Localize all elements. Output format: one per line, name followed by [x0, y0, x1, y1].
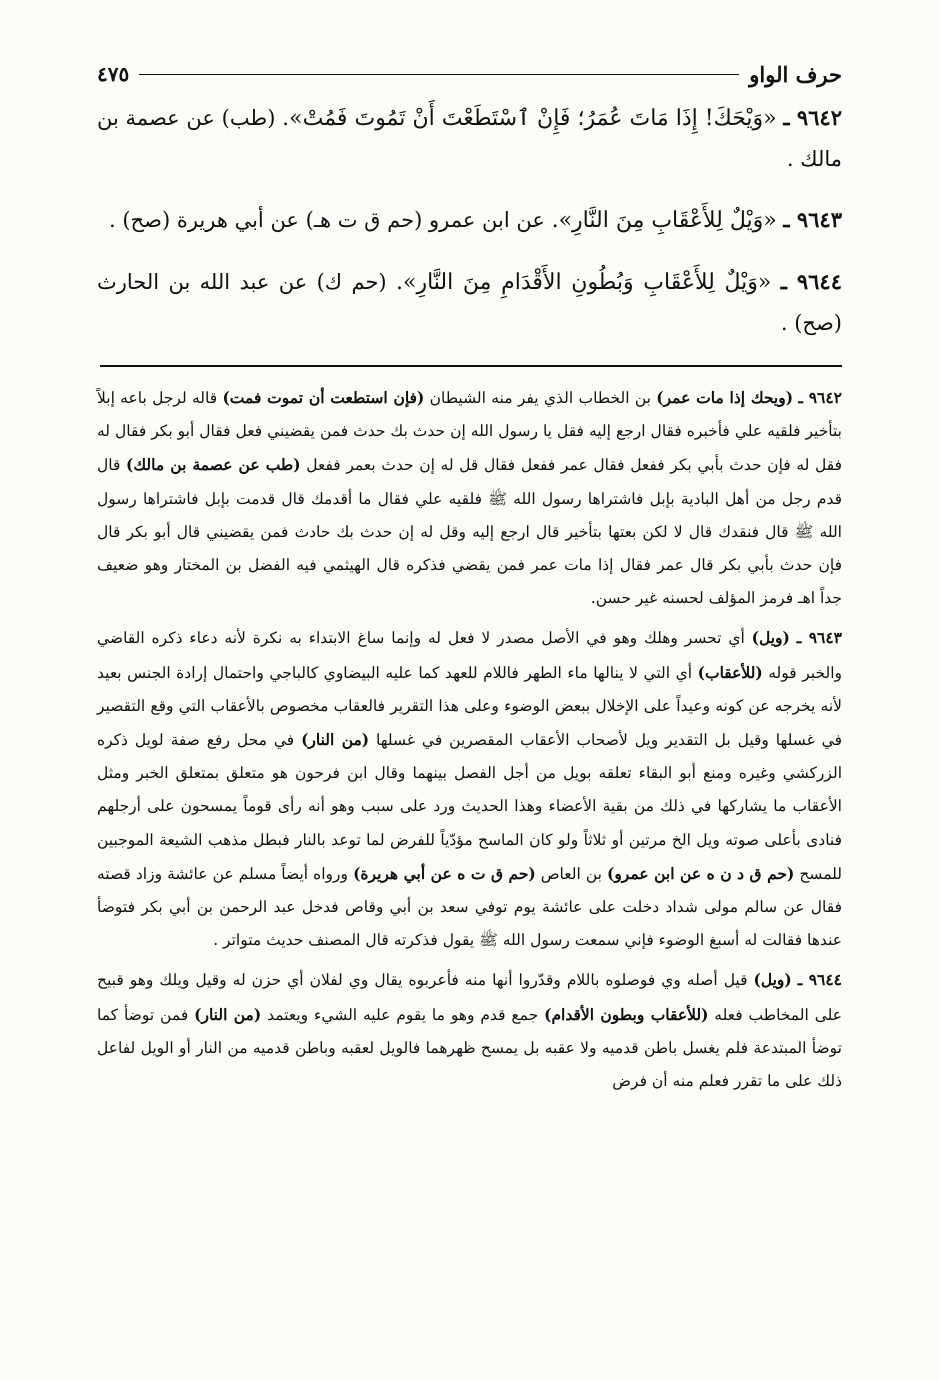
commentary-run: قيل أصله وي فوصلوه باللام وقدّروا أنها منه فأعربوه يقال وي لفلان أي حزن له وقيل ويلك وهو قبيح على المخاطب فعله	[97, 971, 842, 1024]
commentary-text	[97, 629, 842, 949]
commentary-paragraph	[97, 381, 842, 615]
commentary-run: في محل رفع صفة لويل ذكره الزركشي وغيره ومنع أبو البقاء تعلقه بويل من أجل الفصل بينهما وقال ابن فرحون هو متعلق بمتعلق الخبر ومثل الأعقاب ما يشاركها في ذلك من بقية الأعضاء وهذا الحديث ورد على سبب وهو أنه رأى قوماً يمسحون على أرجلهم فنادى بأعلى صوته ويل الخ مرتين أو ثلاثاً ولو كان الماسح مؤدّياً للفرض لما توعد بالنار فبطل مذهب الشيعة الموجبين للمسح	[97, 731, 843, 883]
commentary-run: أي التي لا ينالها ماء الطهر فاللام للعهد كما عليه البيضاوي كالباجي واحتمال إرادة الجنس بعيد لأنه يخرجه عن كونه وعيداً على الإخلال ببعض الوضوء وعلى هذا التقرير فالعقاب مخصوص بالأعقاب التي وقع التقصير في غسلها وقيل بل التقدير ويل لأصحاب الأعقاب المقصرين في غسلها	[97, 663, 842, 750]
bold-citation: (ويحك إذا مات عمر)	[656, 388, 794, 407]
bold-citation: (فإن استطعت أن تموت فمت)	[222, 388, 425, 407]
hadith-number: ٩٦٤٣ ـ	[783, 207, 842, 232]
commentary-text	[97, 389, 842, 607]
bold-citation: (طب عن عصمة بن مالك)	[126, 455, 301, 475]
hadith-source: (طب) عن عصمة بن مالك .	[97, 106, 842, 171]
hadith-source: عن ابن عمرو (حم ق ت هـ) عن أبي هريرة (صح) .	[109, 208, 545, 232]
hadith-source: (حم ك) عن عبد الله بن الحارث (صح) .	[97, 270, 842, 335]
hadith-text: «وَيْلٌ لِلأَعْقَابِ مِنَ النَّارِ».	[551, 208, 777, 233]
hadith-entry	[97, 98, 842, 179]
hadith-entry	[97, 262, 842, 343]
commentary-run: قال قدم رجل من أهل البادية بإبل فاشتراها رسول الله ﷺ فلقيه علي فقال ما أقدمك قال قدمت بإبل فاشتراها رسول الله ﷺ قال فنقدك قال لا لكن بعتها بتأخير قال ارجع إليه وقل له إن حدث بك حادث فمن يقضيني قال أبو بكر قال فإن حدث بأبي بكر قال عمر فقال إذا مات عمر فمن يقضي فذكره قال الهيثمي فيه الفضل بن المختار وهو ضعيف جداً اهـ فرمز المؤلف لحسنه غير حسن.	[97, 456, 842, 608]
hadith-text: «وَيْحَكَ! إِذَا مَاتَ عُمَرُ؛ فَإِنْ ٱسْتَطَعْتَ أَنْ تَمُوتَ فَمُتْ».	[282, 106, 777, 131]
commentary-run: قاله لرجل باعه إبلاً بتأخير فلقيه علي فأخبره فقال ارجع إليه فقل يا رسول الله إن حدث بك حدث فمن يقضيني فعل فقال أبو بكر فقال له فقل له فإن حدث بأبي بكر ففعل فقال عمر ففعل فقال قل له إن حدث بعمر ففعل	[97, 389, 842, 475]
bold-citation: (حم ق د ن ه عن ابن عمرو)	[606, 863, 795, 883]
page-number: ٤٧٥	[97, 62, 130, 86]
commentary-run: أي تحسر وهلك وهو في الأصل مصدر لا فعل له وإنما ساغ الابتداء به نكرة لأنه دعاء ذكره القاضي والخبر قوله	[97, 629, 842, 682]
commentary-run: بن العاص	[535, 864, 607, 883]
commentary-text	[97, 971, 842, 1090]
header-rule	[139, 74, 739, 75]
hadith-section	[97, 98, 842, 343]
hadith-text: «وَيْلٌ لِلأَعْقَابِ وَبُطُونِ الأَقْدَامِ مِنَ النَّارِ».	[396, 270, 772, 295]
commentary-run: ورواه أيضاً مسلم عن عائشة وزاد قصته فقال عن سالم مولى شداد دخلت على عائشة يوم توفي سعد بن أبي وقاص فدخل عبد الرحمن بن أبي بكر فتوضأ عندها فقالت له أسبغ الوضوء فإني سمعت رسول الله ﷺ يقول فذكرته قال المصنف حديث متواتر .	[97, 864, 842, 950]
commentary-number: ٩٦٤٢ ـ	[798, 388, 842, 407]
hadith-number: ٩٦٤٤ ـ	[780, 269, 842, 294]
bold-citation: (للأعقاب وبطون الأقدام)	[544, 1004, 709, 1024]
commentary-number: ٩٦٤٤ ـ	[797, 970, 843, 990]
bold-citation: (ويل)	[751, 628, 790, 648]
commentary-run: جمع قدم وهو ما يقوم عليه الشيء ويعتمد	[261, 1005, 545, 1024]
bold-citation: (من النار)	[194, 1004, 262, 1024]
bold-citation: (ويل)	[753, 970, 792, 990]
commentary-paragraph	[97, 963, 842, 1098]
bold-citation: (حم ق ت ه عن أبي هريرة)	[353, 863, 536, 883]
hadith-number: ٩٦٤٢ ـ	[783, 105, 842, 130]
page-header	[97, 56, 842, 92]
hadith-entry	[97, 200, 842, 241]
bold-citation: (من النار)	[301, 730, 370, 750]
chapter-title: حرف الواو	[749, 61, 842, 87]
commentary-run: فمن توضأ كما توضأ المبتدعة فلم يغسل باطن قدميه ولا عقبه بل يمسح ظهرهما فالويل لعقبه وباطن قدميه من النار أو الويل لفاعل ذلك على ما تقرر فعلم منه أن فرض	[97, 1005, 842, 1091]
commentary-number: ٩٦٤٣ ـ	[796, 628, 842, 648]
bold-citation: (للأعقاب)	[697, 662, 763, 682]
commentary-paragraph	[97, 621, 842, 957]
section-divider	[100, 365, 842, 367]
commentary-section	[97, 381, 842, 1098]
commentary-run: بن الخطاب الذي يفر منه الشيطان	[424, 389, 657, 407]
